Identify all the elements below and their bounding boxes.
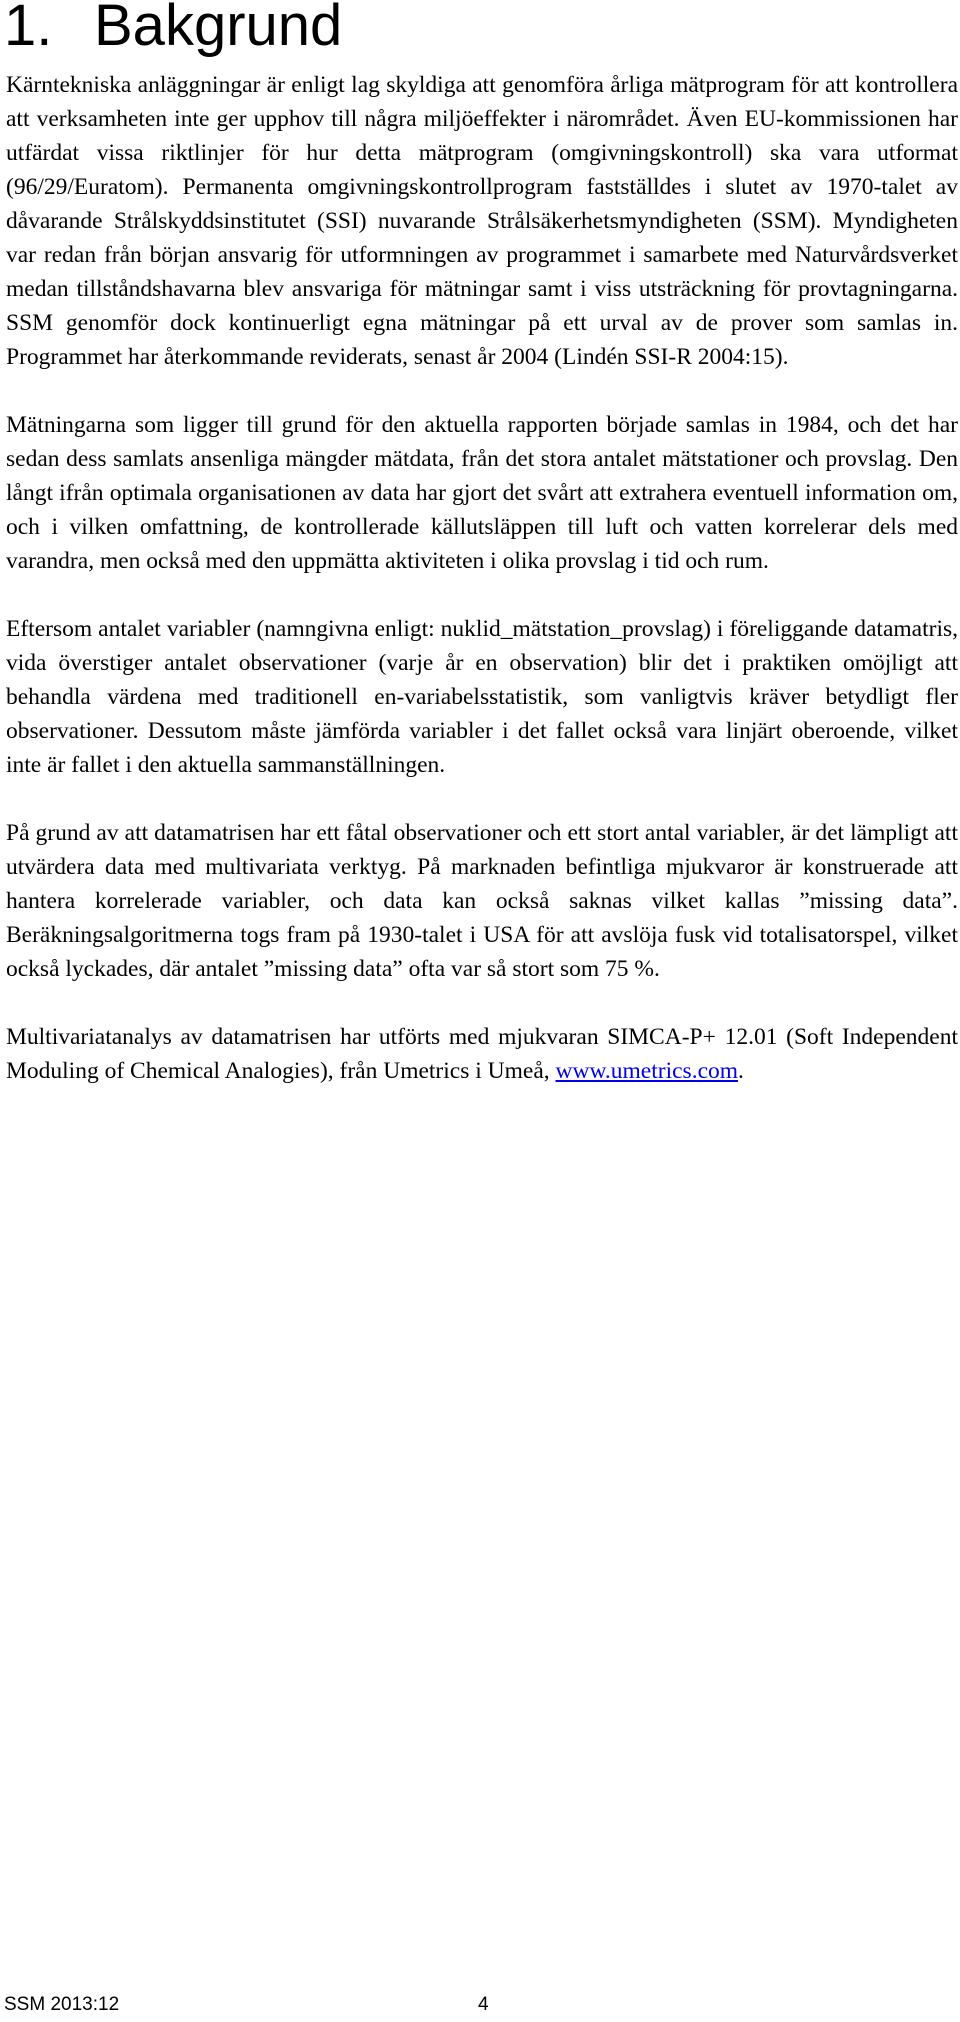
software-text: Multivariatanalys av datamatrisen har utförts med mjukvaran SIMCA-P+ 12.01 (Soft Independent Moduling of Chemical Analogies), från Umetrics i Umeå, xyxy=(6,1024,958,1084)
paragraph-software xyxy=(6,1020,958,1088)
page-footer xyxy=(4,1993,504,2017)
software-text-end: . xyxy=(738,1058,744,1084)
section-title: Bakgrund xyxy=(94,0,343,58)
paragraph-measurements: Mätningarna som ligger till grund för den aktuella rapporten började samlas in 1984, och det har sedan dess samlats ansenliga mängder mätdata, från det stora antalet mätstationer och provslag. Den långt ifrån optimala organisationen av data har gjort det svårt att extrahera eventuell information om, och i vilken omfattning, de kontrollerade källutsläppen till luft och vatten korrelerar dels med varandra, men också med den uppmätta aktiviteten i olika provslag i tid och rum. xyxy=(6,412,958,574)
section-heading xyxy=(4,0,342,58)
paragraph-multivariate: På grund av att datamatrisen har ett fåtal observationer och ett stort antal variabler, är det lämpligt att utvärdera data med multivariata verktyg. På marknaden befintliga mjukvaror är konstruerade att hantera korrelerade variabler, och data kan också saknas vilket kallas ”missing data”. Beräkningsalgoritmerna togs fram på 1930-talet i USA för att avslöja fusk vid totalisatorspel, vilket också lyckades, där antalet ”missing data” ofta var så stort som 75 %. xyxy=(6,820,958,982)
section-number: 1. xyxy=(4,0,53,58)
report-series: SSM 2013:12 xyxy=(4,1994,120,2015)
body-text xyxy=(6,68,958,1088)
paragraph-obligations: Kärntekniska anläggningar är enligt lag skyldiga att genomföra årliga mätprogram för att kontrollera att verksamheten inte ger upphov till några miljöeffekter i närområdet. Även EU-kommissionen har utfärdat vissa riktlinjer för hur detta mätprogram (omgivningskontroll) ska vara utformat (96/29/Euratom). Permanenta omgivningskontrollprogram fastställdes i slutet av 1970-talet av dåvarande Strålskyddsinstitutet (SSI) nuvarande Strålsäkerhetsmyndigheten (SSM). Myndigheten var redan från början ansvarig för utformningen av programmet i samarbete med Naturvårdsverket medan tillståndshavarna blev ansvariga för mätningar samt i viss utsträckning för provtagningarna. SSM genomför dock kontinuerligt egna mätningar på ett urval av de prover som samlas in. Programmet har återkommande reviderats, senast år 2004 (Lindén SSI-R 2004:15). xyxy=(6,72,958,370)
paragraph-variables: Eftersom antalet variabler (namngivna enligt: nuklid_mätstation_provslag) i föreliggande datamatris, vida överstiger antalet observationer (varje år en observation) blir det i praktiken omöjligt att behandla värdena med traditionell en-variabelsstatistik, som vanligtvis kräver betydligt fler observationer. Dessutom måste jämförda variabler i det fallet också vara linjärt oberoende, vilket inte är fallet i den aktuella sammanställningen. xyxy=(6,616,958,778)
umetrics-link[interactable]: www.umetrics.com xyxy=(555,1058,739,1084)
page-number: 4 xyxy=(478,1994,489,2015)
